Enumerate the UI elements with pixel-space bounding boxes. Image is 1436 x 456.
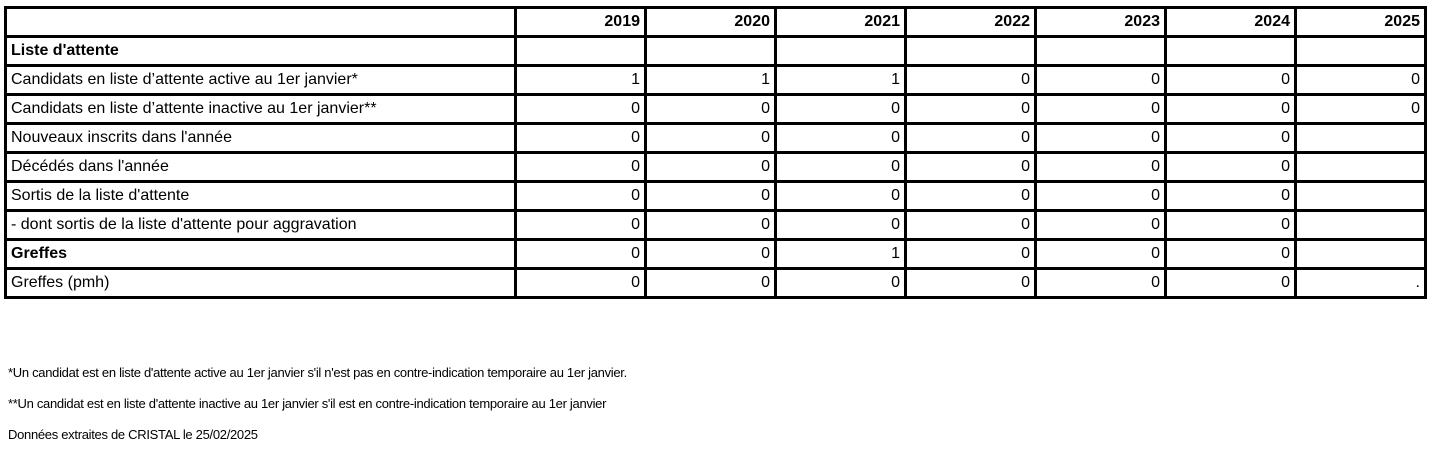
table-row: [6, 95, 1426, 124]
table-row: [6, 153, 1426, 182]
year-header: 2019: [516, 8, 646, 37]
table-row: [6, 240, 1426, 269]
table-row: [6, 66, 1426, 95]
value-cell: 0: [516, 153, 646, 182]
value-cell: [1296, 124, 1426, 153]
data-table: [4, 6, 1427, 299]
value-cell: 1: [646, 66, 776, 95]
table-row: [6, 124, 1426, 153]
value-cell: 1: [516, 66, 646, 95]
value-cell: 0: [516, 240, 646, 269]
table-row: [6, 211, 1426, 240]
value-cell: [1166, 37, 1296, 66]
value-cell: [516, 37, 646, 66]
year-header: 2024: [1166, 8, 1296, 37]
value-cell: 0: [906, 182, 1036, 211]
year-header: 2025: [1296, 8, 1426, 37]
value-cell: 0: [646, 240, 776, 269]
value-cell: 0: [646, 153, 776, 182]
row-label: Décédés dans l'année: [6, 153, 516, 182]
value-cell: 0: [776, 95, 906, 124]
value-cell: 0: [776, 211, 906, 240]
year-header: 2022: [906, 8, 1036, 37]
value-cell: 1: [776, 66, 906, 95]
table-row: [6, 182, 1426, 211]
value-cell: .: [1296, 269, 1426, 298]
value-cell: [1036, 37, 1166, 66]
year-header: 2021: [776, 8, 906, 37]
value-cell: 0: [516, 269, 646, 298]
value-cell: 0: [906, 211, 1036, 240]
value-cell: 0: [516, 95, 646, 124]
value-cell: 0: [906, 240, 1036, 269]
value-cell: 0: [646, 95, 776, 124]
row-label: Greffes (pmh): [6, 269, 516, 298]
value-cell: 0: [646, 211, 776, 240]
value-cell: 0: [1296, 66, 1426, 95]
value-cell: 0: [646, 124, 776, 153]
value-cell: 0: [1166, 66, 1296, 95]
row-label: Candidats en liste d’attente inactive au 1er janvier**: [6, 95, 516, 124]
value-cell: 0: [1166, 211, 1296, 240]
value-cell: [1296, 37, 1426, 66]
row-label: Sortis de la liste d'attente: [6, 182, 516, 211]
section-label: Greffes: [6, 240, 516, 269]
value-cell: 0: [776, 124, 906, 153]
value-cell: 0: [1036, 124, 1166, 153]
section-label: Liste d'attente: [6, 37, 516, 66]
value-cell: [646, 37, 776, 66]
source-note: Données extraites de CRISTAL le 25/02/2025: [8, 427, 258, 442]
row-label: - dont sortis de la liste d'attente pour aggravation: [6, 211, 516, 240]
corner-cell: [6, 8, 516, 37]
row-label: Nouveaux inscrits dans l'année: [6, 124, 516, 153]
value-cell: 0: [1166, 240, 1296, 269]
value-cell: 0: [776, 182, 906, 211]
value-cell: 0: [1036, 182, 1166, 211]
value-cell: 0: [906, 66, 1036, 95]
row-label: Candidats en liste d’attente active au 1er janvier*: [6, 66, 516, 95]
footnote-inactive: **Un candidat est en liste d'attente inactive au 1er janvier s'il est en contre-indication temporaire au 1er janvier: [8, 396, 607, 411]
value-cell: 0: [906, 124, 1036, 153]
value-cell: 0: [1036, 153, 1166, 182]
value-cell: 0: [1036, 211, 1166, 240]
value-cell: 0: [516, 124, 646, 153]
value-cell: 0: [646, 182, 776, 211]
value-cell: 0: [646, 269, 776, 298]
value-cell: 0: [1036, 240, 1166, 269]
value-cell: 0: [1036, 95, 1166, 124]
value-cell: 0: [1296, 95, 1426, 124]
value-cell: 0: [776, 153, 906, 182]
table-row: [6, 37, 1426, 66]
value-cell: 0: [906, 95, 1036, 124]
value-cell: 0: [906, 153, 1036, 182]
value-cell: 0: [1166, 153, 1296, 182]
header-row: [6, 8, 1426, 37]
value-cell: 0: [516, 182, 646, 211]
footnote-active: *Un candidat est en liste d'attente active au 1er janvier s'il n'est pas en contre-indication temporaire au 1er janvier.: [8, 365, 627, 380]
value-cell: [776, 37, 906, 66]
value-cell: 0: [1166, 269, 1296, 298]
table-row: [6, 269, 1426, 298]
value-cell: 0: [1036, 66, 1166, 95]
value-cell: [1296, 240, 1426, 269]
value-cell: [906, 37, 1036, 66]
value-cell: [1296, 153, 1426, 182]
value-cell: 1: [776, 240, 906, 269]
value-cell: [1296, 211, 1426, 240]
value-cell: 0: [906, 269, 1036, 298]
value-cell: [1296, 182, 1426, 211]
value-cell: 0: [1166, 95, 1296, 124]
year-header: 2023: [1036, 8, 1166, 37]
value-cell: 0: [1036, 269, 1166, 298]
value-cell: 0: [776, 269, 906, 298]
value-cell: 0: [1166, 182, 1296, 211]
value-cell: 0: [516, 211, 646, 240]
year-header: 2020: [646, 8, 776, 37]
value-cell: 0: [1166, 124, 1296, 153]
